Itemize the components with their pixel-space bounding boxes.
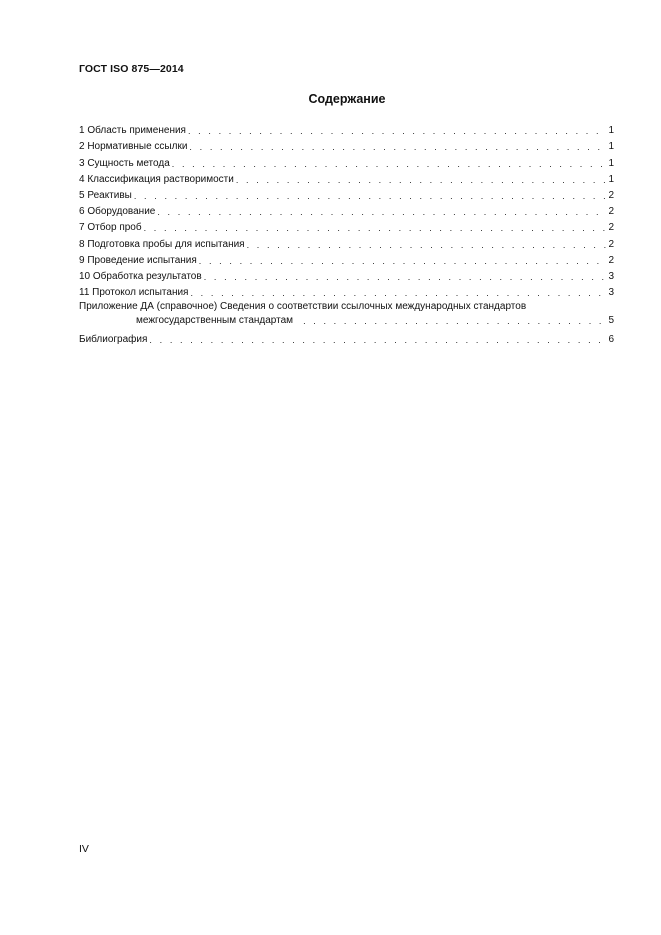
toc-entry-scope[interactable] (79, 121, 614, 137)
toc-entry-label: 10 Обработка результатов (79, 270, 202, 282)
toc-entry-page: 2 (608, 206, 614, 218)
toc-entry-method-principle[interactable] (79, 153, 614, 169)
dot-leader (204, 271, 607, 283)
table-of-contents (79, 121, 614, 346)
toc-entry-label: 7 Отбор проб (79, 222, 142, 234)
toc-entry-appendix-da[interactable] (79, 300, 614, 327)
toc-entry-label: 8 Подготовка пробы для испытания (79, 238, 245, 250)
toc-entry-label: 3 Сущность метода (79, 157, 170, 169)
appendix-title-line2: межгосударственным стандартам (136, 315, 294, 327)
toc-entry-label: 1 Область применения (79, 125, 186, 137)
toc-entry-label: 6 Оборудование (79, 206, 156, 218)
appendix-title-line2-row (79, 313, 614, 327)
dot-leader (303, 315, 604, 327)
toc-entry-page: 2 (608, 189, 614, 201)
toc-entry-page: 6 (608, 334, 614, 346)
toc-entry-procedure[interactable] (79, 251, 614, 267)
dot-leader (199, 255, 607, 267)
toc-entry-page: 3 (608, 270, 614, 282)
toc-entry-solubility-classification[interactable] (79, 170, 614, 186)
toc-entry-label: 9 Проведение испытания (79, 254, 197, 266)
toc-entry-page: 1 (608, 125, 614, 137)
dot-leader (236, 174, 607, 186)
toc-title: Содержание (308, 92, 386, 106)
toc-entry-label: Библиография (79, 334, 148, 346)
dot-leader (149, 334, 606, 346)
toc-entry-page: 1 (608, 157, 614, 169)
dot-leader (188, 125, 606, 137)
dot-leader (172, 158, 607, 170)
document-code-header: ГОСТ ISO 875—2014 (79, 63, 184, 75)
toc-entry-label: 5 Реактивы (79, 189, 132, 201)
toc-entry-page: 2 (608, 238, 614, 250)
toc-entry-sampling[interactable] (79, 218, 614, 234)
toc-entry-page: 2 (608, 222, 614, 234)
toc-entry-page: 2 (608, 254, 614, 266)
dot-leader (144, 222, 607, 234)
dot-leader (247, 239, 607, 251)
toc-entry-label: 11 Протокол испытания (79, 287, 189, 299)
toc-entry-reagents[interactable] (79, 186, 614, 202)
toc-entry-apparatus[interactable] (79, 202, 614, 218)
appendix-title-line1: Приложение ДА (справочное) Сведения о соответствии ссылочных международных стандартов (79, 301, 527, 313)
toc-entry-page: 1 (608, 141, 614, 153)
toc-entry-sample-preparation[interactable] (79, 234, 614, 250)
toc-entry-page: 1 (608, 173, 614, 185)
toc-entry-results-processing[interactable] (79, 267, 614, 283)
dot-leader (190, 287, 606, 299)
toc-entry-label: 2 Нормативные ссылки (79, 141, 188, 153)
toc-entry-test-report[interactable] (79, 283, 614, 299)
toc-entry-page: 5 (608, 315, 614, 327)
toc-entry-label: 4 Классификация растворимости (79, 173, 234, 185)
toc-entry-page: 3 (608, 287, 614, 299)
dot-leader (134, 190, 607, 202)
dot-leader (157, 206, 606, 218)
toc-entry-normative-references[interactable] (79, 137, 614, 153)
dot-leader (189, 141, 606, 153)
page-number: IV (79, 843, 89, 855)
toc-entry-bibliography[interactable] (79, 330, 614, 346)
